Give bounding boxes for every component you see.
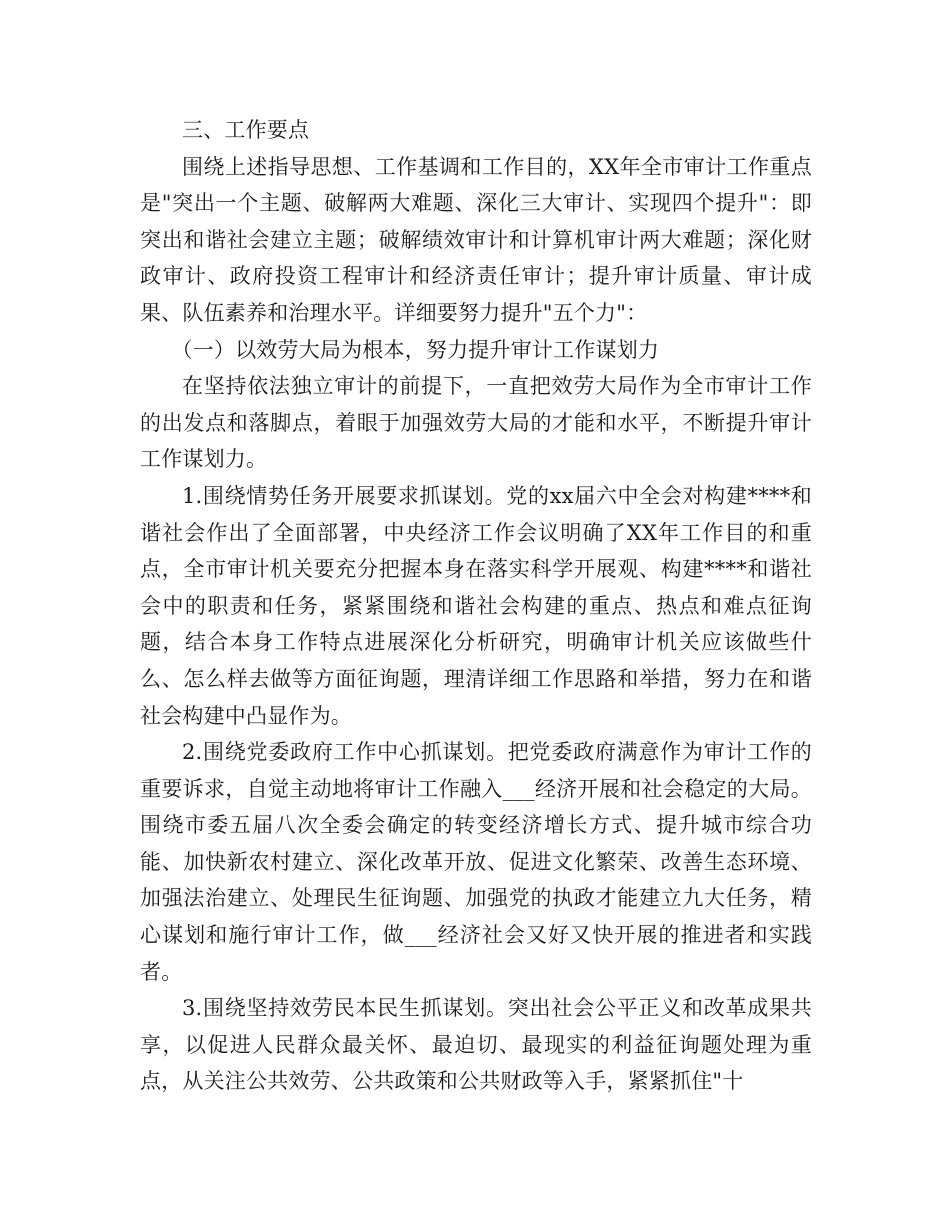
section-heading: 三、工作要点 (182, 118, 310, 142)
paragraph-intro: 围绕上述指导思想、工作基调和工作目的，XX年全市审计工作重点是"突出一个主题、破解两大难题、深化三大审计、实现四个提升"：即突出和谐社会建立主题；破解绩效审计和计算机审计两大难题；深化财政审计、政府投资工程审计和经济责任审计；提升审计质量、审计成果、队伍素养和治理水平。详细要努力提升"五个力"： (140, 154, 812, 325)
paragraph-item-3: 3.围绕坚持效劳民本民生抓谋划。突出社会公平正义和改革成果共享，以促进人民群众最关怀、最迫切、最现实的利益征询题处理为重点，从关注公共效劳、公共政策和公共财政等入手，紧紧抓住"十 (140, 996, 812, 1094)
paragraph-item-1: 1.围绕情势任务开展要求抓谋划。党的xx届六中全会对构建****和谐社会作出了全面部署，中央经济工作会议明确了XX年工作目的和重点，全市审计机关要充分把握本身在落实科学开展观、构建****和谐社会中的职责和任务，紧紧围绕和谐社会构建的重点、热点和难点征询题，结合本身工作特点进展深化分析研究，明确审计机关应该做些什么、怎么样去做等方面征询题，理清详细工作思路和举措，努力在和谐社会构建中凸显作为。 (140, 483, 812, 728)
document-body (140, 112, 812, 1100)
paragraph-overview: 在坚持依法独立审计的前提下，一直把效劳大局作为全市审计工作的出发点和落脚点，着眼于加强效劳大局的才能和水平，不断提升审计工作谋划力。 (140, 374, 812, 472)
paragraph-item-2: 2.围绕党委政府工作中心抓谋划。把党委政府满意作为审计工作的重要诉求，自觉主动地将审计工作融入___经济开展和社会稳定的大局。围绕市委五届八次全委会确定的转变经济增长方式、提升城市综合功能、加快新农村建立、深化改革开放、促进文化繁荣、改善生态环境、加强法治建立、处理民生征询题、加强党的执政才能建立九大任务，精心谋划和施行审计工作，做___经济社会又好又快开展的推进者和实践者。 (140, 740, 812, 984)
subsection-heading: （一）以效劳大局为根本，努力提升审计工作谋划力 (171, 337, 660, 362)
